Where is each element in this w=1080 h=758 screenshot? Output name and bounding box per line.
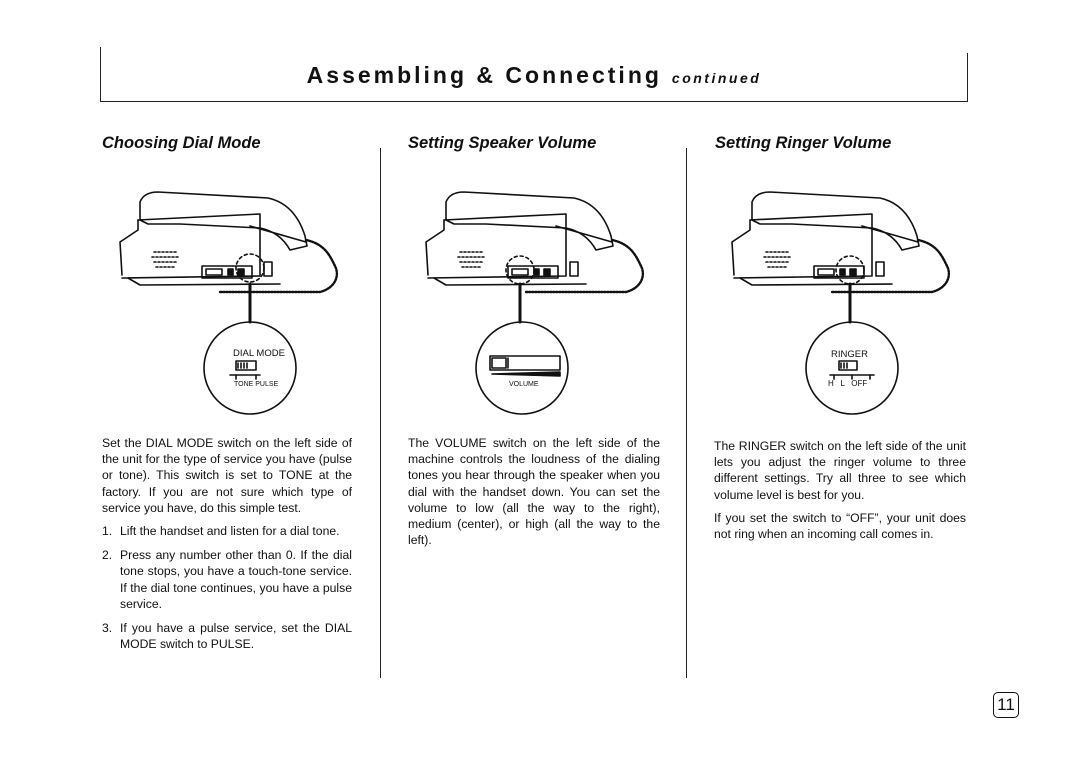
dial-mode-body bbox=[102, 435, 352, 660]
list-item bbox=[102, 547, 352, 612]
page-title bbox=[100, 62, 968, 89]
speaker-volume-body bbox=[408, 435, 660, 555]
heading-speaker-volume: Setting Speaker Volume bbox=[408, 134, 597, 152]
list-item bbox=[102, 620, 352, 652]
column-divider-2 bbox=[686, 148, 687, 678]
heading-dial-mode: Choosing Dial Mode bbox=[102, 134, 261, 152]
step-text: Lift the handset and listen for a dial tone. bbox=[120, 524, 340, 539]
step-number: 1. bbox=[102, 524, 113, 539]
step-number: 2. bbox=[102, 548, 113, 563]
header-underline bbox=[100, 101, 968, 102]
dial-mode-intro: Set the DIAL MODE switch on the left side of the unit for the type of service you have (pulse or tone). This switch is set to TONE at the factory. If you are not sure which type of service you have, do this simple test. bbox=[102, 436, 352, 515]
phone-volume-figure bbox=[416, 180, 666, 420]
ringer-volume-paragraph-1: The RINGER switch on the left side of the unit lets you adjust the ringer volume to three different settings. Try all three to see which volume level is best for you. bbox=[714, 439, 966, 502]
column-divider-1 bbox=[380, 148, 381, 678]
heading-ringer-volume: Setting Ringer Volume bbox=[715, 134, 892, 152]
step-text: If you have a pulse service, set the DIAL MODE switch to PULSE. bbox=[120, 621, 352, 652]
page-number: 11 bbox=[993, 692, 1019, 718]
volume-switch-label: VOLUME bbox=[509, 381, 539, 388]
dial-mode-settings: TONE PULSE bbox=[234, 381, 279, 388]
ringer-switch-label: RINGER bbox=[831, 349, 868, 360]
step-number: 3. bbox=[102, 621, 113, 636]
page-title-continued: continued bbox=[671, 70, 762, 86]
speaker-volume-paragraph: The VOLUME switch on the left side of the machine controls the loudness of the dialing tones you hear through the speaker when you dial with the handset down. You can set the volume to low (all the way to the right), medium (center), or high (all the way to the left). bbox=[408, 436, 660, 548]
dial-mode-switch-label: DIAL MODE bbox=[233, 348, 285, 359]
page-title-text: Assembling & Connecting bbox=[306, 62, 662, 88]
ringer-volume-body bbox=[714, 438, 966, 549]
dial-mode-steps bbox=[102, 523, 352, 652]
list-item bbox=[102, 523, 352, 539]
ringer-settings: H L OFF bbox=[828, 379, 868, 388]
phone-ringer-figure bbox=[722, 180, 972, 420]
ringer-volume-paragraph-2: If you set the switch to “OFF”, your unit does not ring when an incoming call comes in. bbox=[714, 510, 966, 542]
phone-dial-mode-figure bbox=[110, 180, 360, 420]
step-text: Press any number other than 0. If the dial tone stops, you have a touch-tone service. If the dial tone continues, you have a pulse service. bbox=[120, 548, 352, 611]
